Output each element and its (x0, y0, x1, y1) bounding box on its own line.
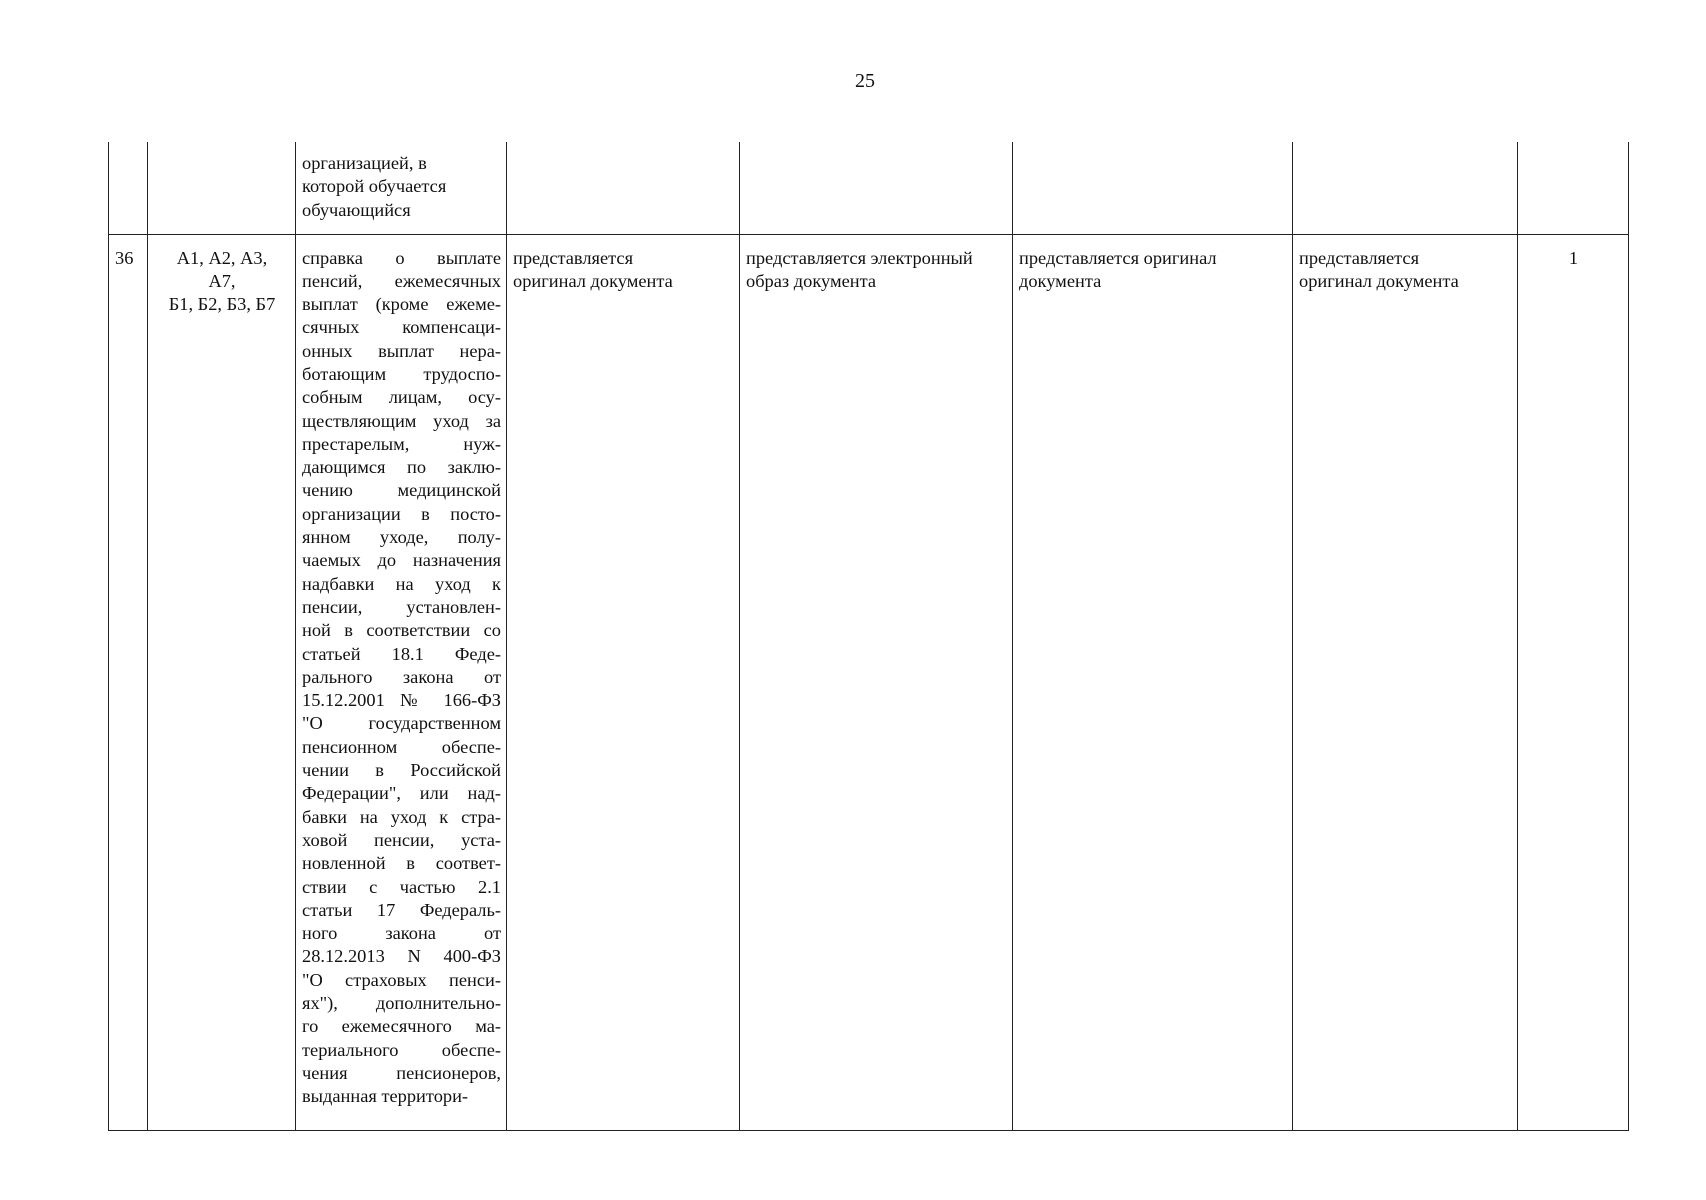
cell-description (296, 234, 507, 1130)
description-line: статьи 17 Федераль- (302, 899, 501, 920)
cell-quantity: 1 (1518, 234, 1629, 1130)
col7-line: представляется (1299, 247, 1420, 268)
description-line: ной в соответствии со (302, 620, 501, 641)
description-line: янном уходе, полу- (302, 527, 501, 548)
description-line: престарелым, нуж- (302, 433, 501, 454)
col5-line: представляется электронный (746, 247, 973, 268)
cell-col4 (507, 234, 740, 1130)
description-line: справка о выплате (302, 247, 501, 268)
description-line: организацией, в (302, 153, 427, 173)
description-line: чении в Российской (302, 760, 501, 781)
table-row-36 (109, 234, 1629, 1130)
description-line: "О государственном (302, 713, 501, 734)
description-line: пенсионном обеспе- (302, 736, 501, 757)
description-line: ботающим трудоспо- (302, 363, 501, 384)
description-line: 15.12.2001 № 166-ФЗ (302, 690, 501, 711)
cell-col5 (740, 234, 1013, 1130)
description-line: собным лицам, осу- (302, 387, 501, 408)
cell-col5 (740, 142, 1013, 234)
cell-codes (148, 234, 296, 1130)
description-line: статьей 18.1 Феде- (302, 643, 501, 664)
cell-col7 (1293, 234, 1518, 1130)
description-line: чения пенсионеров, (302, 1062, 501, 1083)
description-line: надбавки на уход к (302, 573, 501, 594)
requirements-table (108, 142, 1629, 1131)
cell-number (109, 142, 148, 234)
description-line: ществляющим уход за (302, 410, 501, 431)
description-line: ях"), дополнительно- (302, 993, 501, 1013)
description-line: бавки на уход к стра- (302, 806, 501, 827)
cell-codes (148, 142, 296, 234)
col6-line: представляется оригинал (1019, 247, 1217, 268)
description-line: чаемых до назначения (302, 550, 501, 571)
cell-quantity (1518, 142, 1629, 234)
description-line: которой обучается (302, 176, 447, 197)
description-line: сячных компенсаци- (302, 317, 501, 338)
cell-col6 (1013, 142, 1293, 234)
col4-line: представляется (513, 247, 634, 268)
codes-line: Б1, Б2, Б3, Б7 (168, 294, 276, 315)
cell-col7 (1293, 142, 1518, 234)
cell-number: 36 (109, 234, 148, 1130)
description-line: обучающийся (302, 199, 411, 220)
cell-description (296, 142, 507, 234)
cell-col6 (1013, 234, 1293, 1130)
description-line: териального обеспе- (302, 1039, 501, 1060)
description-line: организации в посто- (302, 503, 501, 524)
description-line: ствии с частью 2.1 (302, 876, 501, 897)
description-line: Федерации", или над- (302, 783, 501, 804)
page-number: 25 (855, 70, 875, 92)
description-line: выданная территори- (302, 1086, 469, 1107)
codes-line: А7, (208, 270, 236, 291)
description-line: ховой пенсии, уста- (302, 829, 501, 850)
description-line: дающимся по заклю- (302, 457, 501, 478)
col7-line: оригинал документа (1299, 270, 1459, 291)
description-line: пенсий, ежемесячных (302, 270, 501, 291)
description-line: выплат (кроме ежеме- (302, 294, 501, 315)
description-line: "О страховых пенси- (302, 969, 501, 990)
description-line: новленной в соответ- (302, 853, 501, 874)
description-line: пенсии, установлен- (302, 596, 501, 617)
col6-line: документа (1019, 270, 1102, 291)
description-line: онных выплат нера- (302, 340, 501, 361)
cell-col4 (507, 142, 740, 234)
description-line: рального закона от (302, 666, 501, 687)
col4-line: оригинал документа (513, 270, 673, 291)
description-line: 28.12.2013 N 400-ФЗ (302, 946, 501, 967)
table-row-continued (109, 142, 1629, 234)
description-line: чению медицинской (302, 480, 501, 501)
col5-line: образ документа (746, 270, 877, 291)
codes-line: А1, А2, А3, (176, 247, 268, 268)
description-line: го ежемесячного ма- (302, 1016, 501, 1037)
description-line: ного закона от (302, 923, 501, 944)
